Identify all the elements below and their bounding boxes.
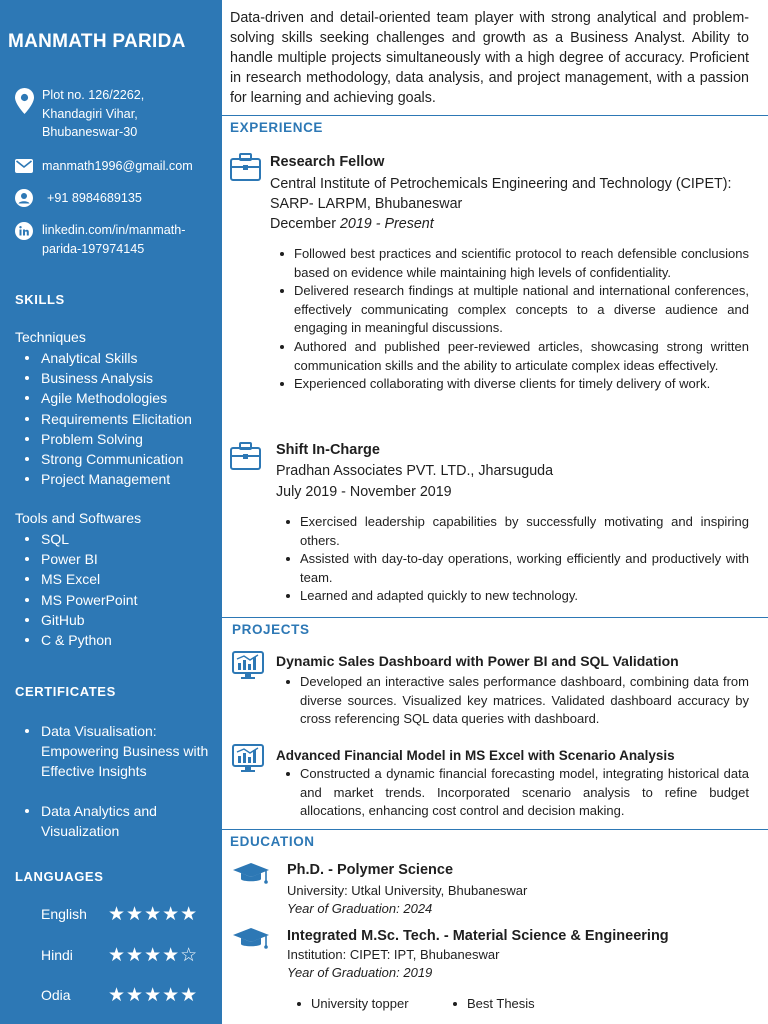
location-pin-icon	[15, 88, 34, 114]
project-bullets	[300, 673, 749, 729]
list-item: Developed an interactive sales performance dashboard, combining data from diverse sources. Visualized key matrices. Validated dashboard accuracy by cross referencing SQL data queries with dashboard.	[300, 673, 749, 729]
list-item: GitHub	[41, 610, 137, 630]
linkedin-link[interactable]	[42, 221, 186, 258]
star-icon: ★★★★☆	[108, 945, 199, 966]
list-item: Assisted with day-to-day operations, working efficiently and productively with team.	[300, 550, 749, 587]
list-item: MS Excel	[41, 569, 137, 589]
language-name: Hindi	[41, 947, 73, 963]
list-item: Exercised leadership capabilities by successfully motivating and inspiring others.	[300, 513, 749, 550]
linkedin-line: linkedin.com/in/manmath-	[42, 223, 186, 237]
job-date-month: December	[270, 216, 336, 232]
job-date-range: 2019 - Present	[339, 216, 434, 232]
list-item: Power BI	[41, 549, 137, 569]
list-item: Learned and adapted quickly to new technology.	[300, 587, 749, 606]
sidebar	[0, 0, 222, 1024]
honors-list	[311, 995, 451, 1014]
certificates-list	[15, 721, 221, 841]
language-row	[41, 985, 216, 1006]
list-item: University topper	[311, 995, 451, 1014]
project-title: Advanced Financial Model in MS Excel with Scenario Analysis	[276, 748, 675, 763]
techniques-label: Techniques	[15, 329, 86, 345]
skills-heading: SKILLS	[15, 292, 65, 307]
job-date	[270, 214, 434, 234]
job-bullets	[294, 245, 749, 394]
techniques-list	[15, 348, 192, 489]
degree-title: Ph.D. - Polymer Science	[287, 862, 454, 878]
job-title: Research Fellow	[270, 154, 385, 170]
graduation-year: Year of Graduation: 2019	[287, 965, 433, 980]
briefcase-icon	[230, 442, 261, 471]
experience-heading: EXPERIENCE	[230, 120, 324, 135]
candidate-name: MANMATH PARIDA	[8, 31, 186, 52]
job-title: Shift In-Charge	[276, 442, 380, 458]
list-item: Problem Solving	[41, 429, 192, 449]
list-item: Experienced collaborating with diverse clients for timely delivery of work.	[294, 375, 749, 394]
address-line: Plot no. 126/2262,	[42, 88, 145, 102]
job-date: July 2019 - November 2019	[276, 484, 452, 500]
list-item: Authored and published peer-reviewed articles, showcasing strong written communication skills and the ability to articulate complex ideas effectively.	[294, 338, 749, 375]
address	[42, 86, 144, 142]
projects-heading: PROJECTS	[232, 622, 310, 637]
list-item: MS PowerPoint	[41, 590, 137, 610]
experience-section-header	[222, 115, 768, 140]
list-item: Best Thesis	[467, 995, 607, 1014]
graduation-cap-icon	[232, 862, 270, 886]
languages-heading: LANGUAGES	[15, 869, 104, 884]
dashboard-monitor-icon	[232, 744, 266, 774]
linkedin-line: parida-197974145	[42, 241, 145, 256]
list-item: Agile Methodologies	[41, 388, 192, 408]
list-item: Data Visualisation: Empowering Business with Effective Insights	[41, 721, 221, 781]
language-name: English	[41, 906, 87, 922]
institution: Institution: CIPET: IPT, Bhubaneswar	[287, 947, 500, 962]
tools-label: Tools and Softwares	[15, 510, 142, 526]
star-icon: ★★★★★	[108, 985, 199, 1006]
dashboard-monitor-icon	[232, 651, 266, 681]
honors-list	[467, 995, 607, 1014]
graduation-cap-icon	[232, 927, 270, 951]
job-org: Pradhan Associates PVT. LTD., Jharsuguda	[276, 463, 554, 479]
list-item: Delivered research findings at multiple national and international conferences, effectively communicating complex concepts to a diverse audience and engaging in meaningful discussions.	[294, 282, 749, 338]
institution: University: Utkal University, Bhubaneswar	[287, 883, 528, 898]
list-item: Analytical Skills	[41, 348, 192, 368]
project-title: Dynamic Sales Dashboard with Power BI and SQL Validation	[276, 653, 679, 669]
list-item: Project Management	[41, 469, 192, 489]
job-org: Central Institute of Petrochemicals Engineering and Technology (CIPET): SARP- LARPM, Bhubaneswar	[270, 176, 732, 212]
education-section-header	[222, 829, 768, 854]
list-item: SQL	[41, 529, 137, 549]
address-line: Khandagiri Vihar,	[42, 106, 138, 121]
projects-section-header	[222, 617, 768, 642]
list-item: Constructed a dynamic financial forecasting model, integrating historical data and market trends. Incorporated scenario analysis to refine budget allocations, enhancing cost control and decision making.	[300, 765, 749, 821]
list-item: Strong Communication	[41, 449, 192, 469]
star-icon: ★★★★★	[108, 904, 199, 925]
address-line: Bhubaneswar-30	[42, 125, 138, 139]
summary: Data-driven and detail-oriented team player with strong analytical and problem-solving skills seeking challenges and growth as a Business Analyst. Ability to handle multiple projects simultaneously with a high degree of accuracy. Proficient in research methodology, data analysis, and project management, with a passion for learning and achieving goals.	[230, 10, 749, 106]
briefcase-icon	[230, 153, 261, 182]
education-heading: EDUCATION	[230, 834, 315, 849]
list-item: C & Python	[41, 630, 137, 650]
degree-title: Integrated M.Sc. Tech. - Material Science & Engineering	[287, 928, 669, 944]
email-icon	[15, 159, 33, 173]
list-item: Business Analysis	[41, 368, 192, 388]
email-link[interactable]: manmath1996@gmail.com	[42, 159, 193, 173]
main-content	[222, 0, 768, 1024]
phone-number[interactable]: +91 8984689135	[47, 191, 142, 205]
linkedin-icon	[15, 222, 33, 240]
phone-icon	[15, 189, 33, 207]
language-row	[41, 945, 216, 966]
graduation-year: Year of Graduation: 2024	[287, 901, 433, 916]
list-item: Followed best practices and scientific protocol to reach defensible conclusions based on evidence while maintaining high levels of confidentiality.	[294, 245, 749, 282]
language-name: Odia	[41, 987, 71, 1003]
certificates-heading: CERTIFICATES	[15, 684, 116, 699]
project-bullets	[300, 765, 749, 821]
list-item: Data Analytics and Visualization	[41, 801, 221, 841]
job-bullets	[300, 513, 749, 606]
list-item: Requirements Elicitation	[41, 409, 192, 429]
tools-list	[15, 529, 137, 650]
language-row	[41, 904, 216, 925]
